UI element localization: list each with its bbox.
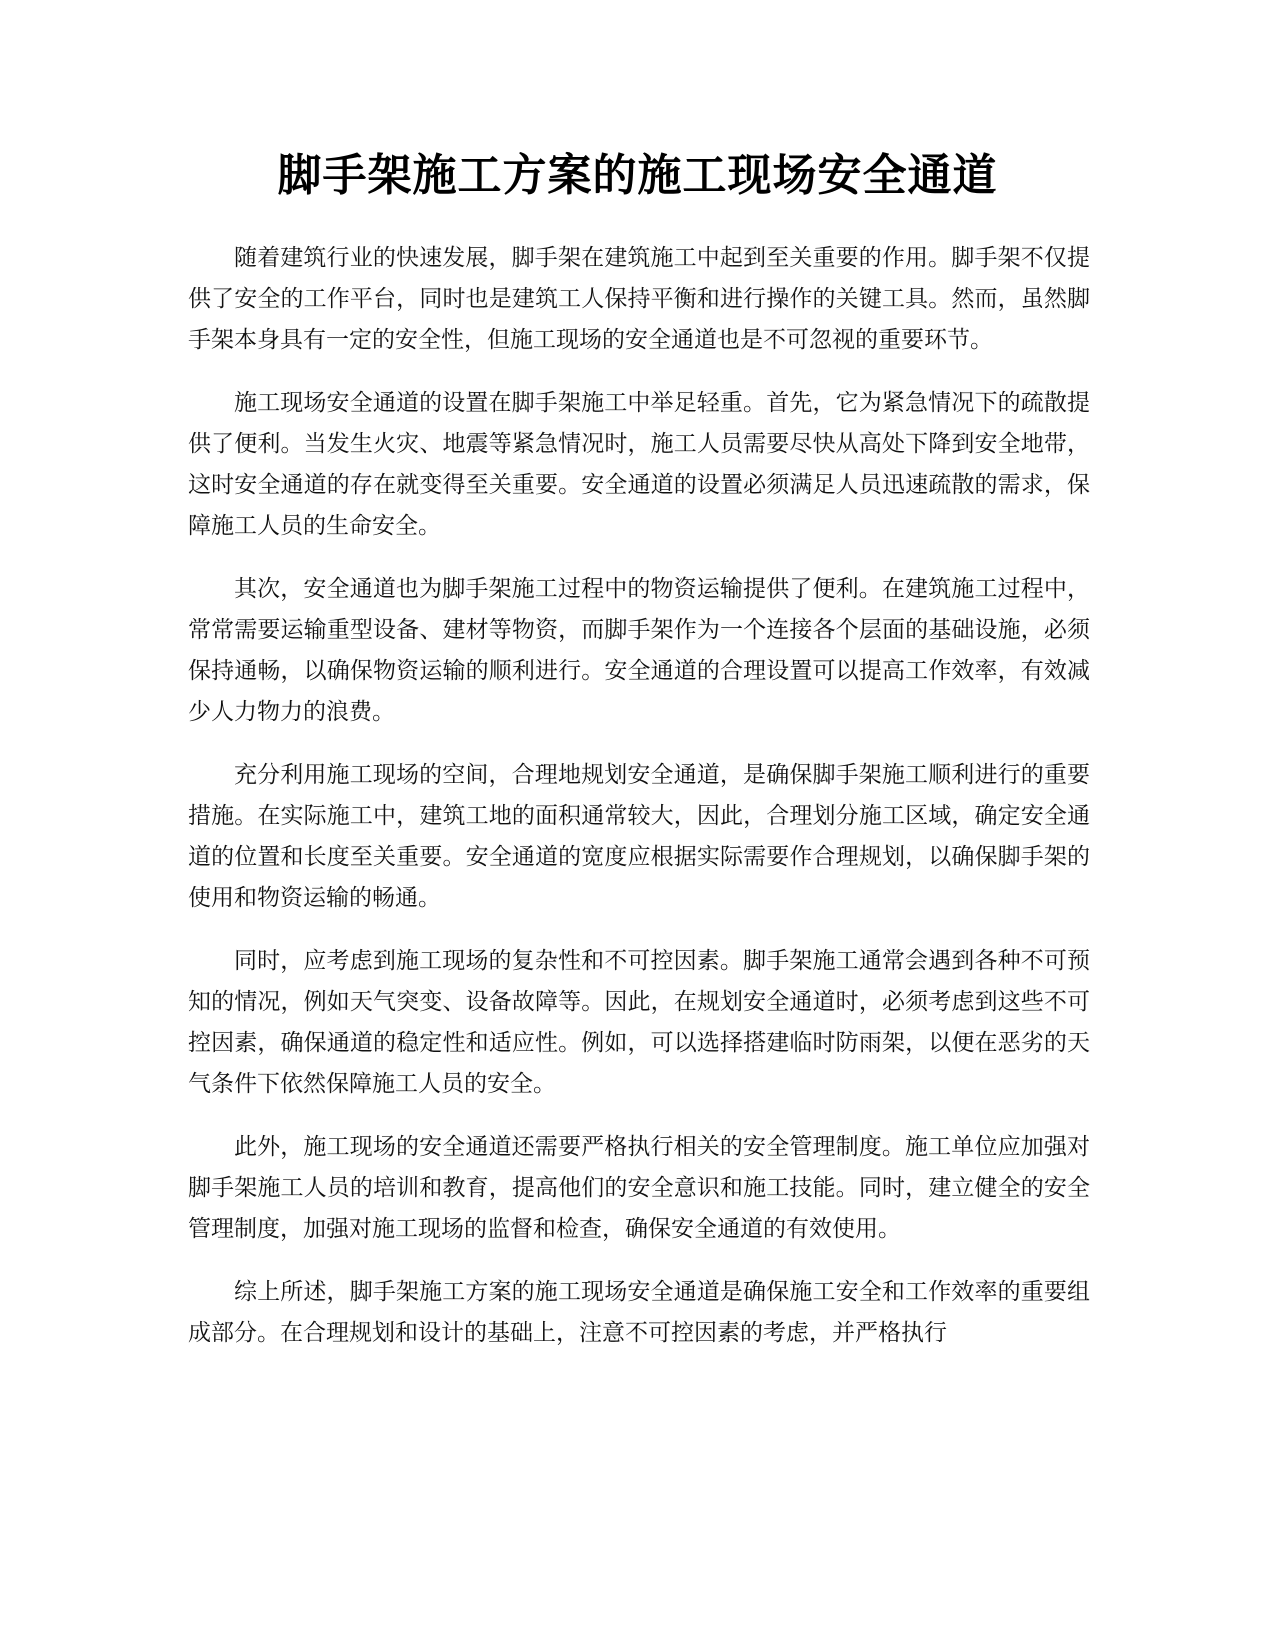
paragraph-6: 此外，施工现场的安全通道还需要严格执行相关的安全管理制度。施工单位应加强对脚手架施工人员的培训和教育，提高他们的安全意识和施工技能。同时，建立健全的安全管理制度，加强对施工现场的监督和检查，确保安全通道的有效使用。 xyxy=(188,1134,1090,1242)
paragraph-4: 充分利用施工现场的空间，合理地规划安全通道，是确保脚手架施工顺利进行的重要措施。在实际施工中，建筑工地的面积通常较大，因此，合理划分施工区域，确定安全通道的位置和长度至关重要。安全通道的宽度应根据实际需要作合理规划，以确保脚手架的使用和物资运输的畅通。 xyxy=(188,762,1090,911)
document-body xyxy=(188,238,1090,1376)
paragraph-5: 同时，应考虑到施工现场的复杂性和不可控因素。脚手架施工通常会遇到各种不可预知的情况，例如天气突变、设备故障等。因此，在规划安全通道时，必须考虑到这些不可控因素，确保通道的稳定性和适应性。例如，可以选择搭建临时防雨架，以便在恶劣的天气条件下依然保障施工人员的安全。 xyxy=(188,948,1090,1097)
paragraph-1: 随着建筑行业的快速发展，脚手架在建筑施工中起到至关重要的作用。脚手架不仅提供了安全的工作平台，同时也是建筑工人保持平衡和进行操作的关键工具。然而，虽然脚手架本身具有一定的安全性，但施工现场的安全通道也是不可忽视的重要环节。 xyxy=(188,245,1090,353)
paragraph-2: 施工现场安全通道的设置在脚手架施工中举足轻重。首先，它为紧急情况下的疏散提供了便利。当发生火灾、地震等紧急情况时，施工人员需要尽快从高处下降到安全地带，这时安全通道的存在就变得至关重要。安全通道的设置必须满足人员迅速疏散的需求，保障施工人员的生命安全。 xyxy=(188,390,1090,539)
paragraph-7: 综上所述，脚手架施工方案的施工现场安全通道是确保施工安全和工作效率的重要组成部分。在合理规划和设计的基础上，注意不可控因素的考虑，并严格执行 xyxy=(188,1279,1090,1346)
paragraph-3: 其次，安全通道也为脚手架施工过程中的物资运输提供了便利。在建筑施工过程中，常常需要运输重型设备、建材等物资，而脚手架作为一个连接各个层面的基础设施，必须保持通畅，以确保物资运输的顺利进行。安全通道的合理设置可以提高工作效率，有效减少人力物力的浪费。 xyxy=(188,576,1090,725)
document-title: 脚手架施工方案的施工现场安全通道 xyxy=(277,150,998,201)
